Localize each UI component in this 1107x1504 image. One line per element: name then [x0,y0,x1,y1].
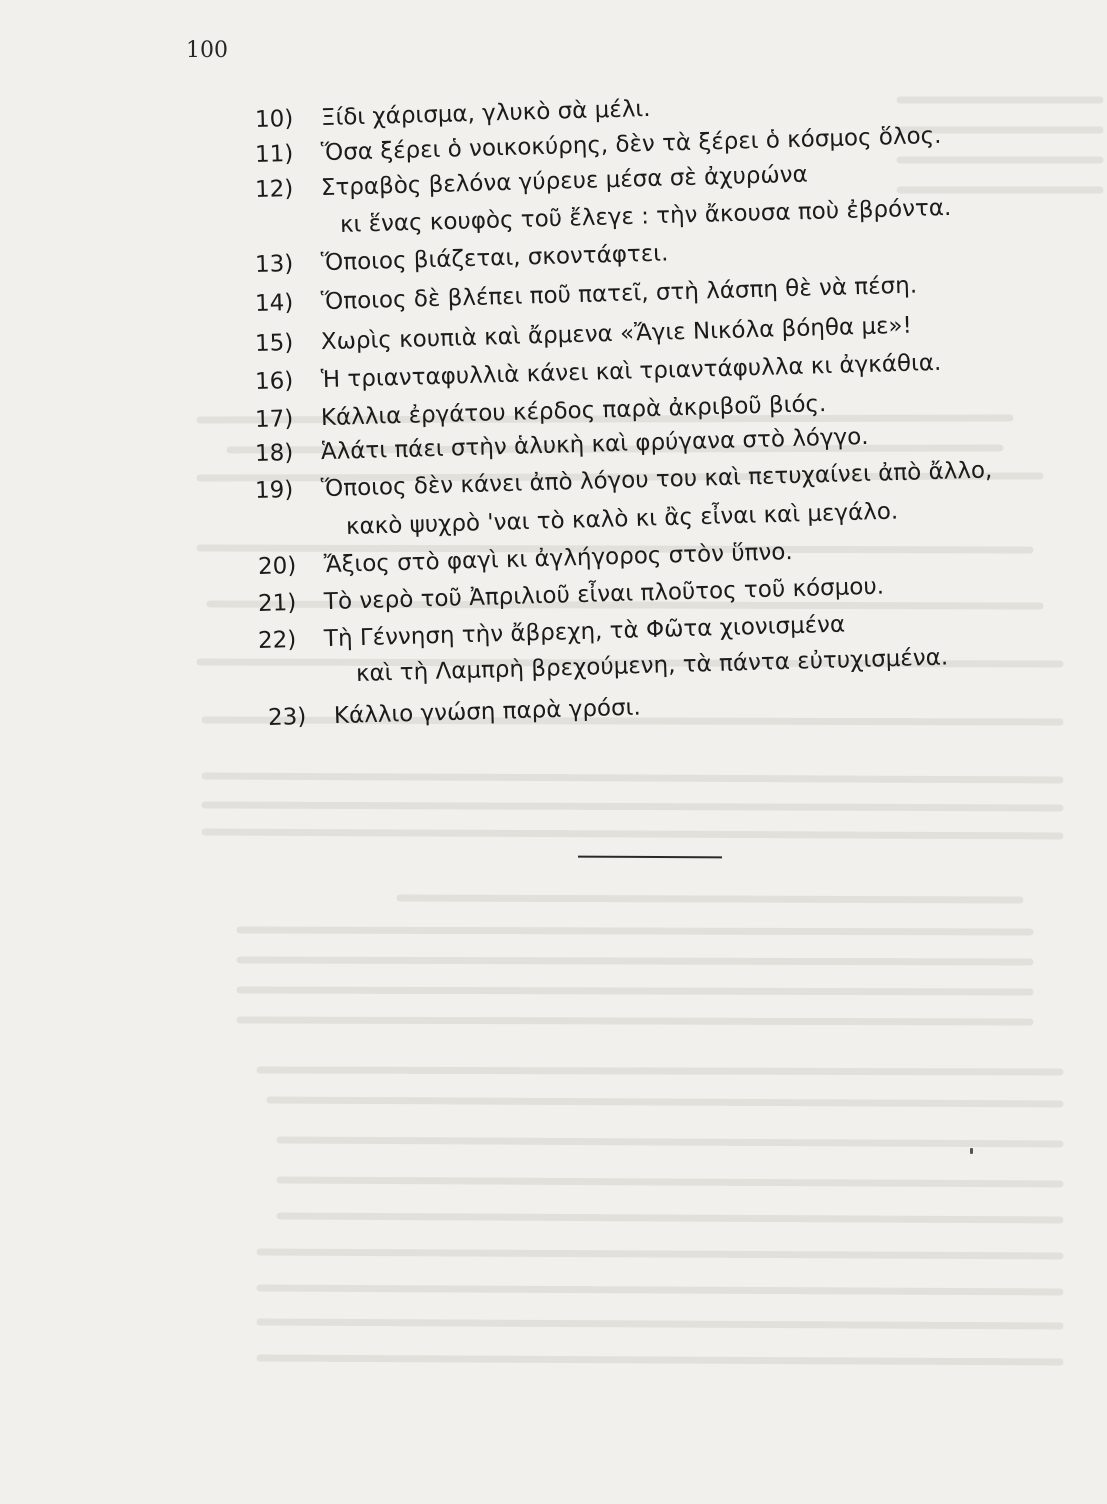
proverb-number: 12) [254,175,294,203]
proverb-text: Ὅποιος βιάζεται, σκοντάφτει. [320,240,669,277]
left-margin-mark [970,1148,973,1154]
proverb-number: 21) [257,589,297,617]
proverb-number: 13) [254,250,294,278]
proverb-text: Κάλλια ἐργάτου κέρδος παρὰ ἀκριβοῦ βιός. [320,391,827,432]
proverb-text: Ἁλάτι πάει στὴν ἁλυκὴ καὶ φρύγανα στὸ λόγγο. [320,423,869,466]
proverb-number: 20) [257,552,297,580]
proverb-number: 15) [254,329,294,357]
proverb-text: κι ἕνας κουφὸς τοῦ ἔλεγε : τὴν ἄκουσα ποὺ ἐβρόντα. [339,194,952,238]
proverb-text: Στραβὸς βελόνα γύρευε μέσα σὲ ἀχυρώνα [320,161,809,202]
proverb-number: 10) [254,105,294,133]
proverb-text: Ξίδι χάρισμα, γλυκὸ σὰ μέλι. [320,95,651,132]
proverb-number: 23) [267,703,307,731]
proverb-text: Ὅσα ξέρει ὁ νοικοκύρης, δὲν τὰ ξέρει ὁ κόσμος ὅλος. [320,122,942,167]
proverb-number: 11) [254,140,294,168]
proverb-text: Ἡ τριανταφυλλιὰ κάνει καὶ τριαντάφυλλα κι ἀγκάθια. [320,349,942,394]
proverb-number: 16) [254,367,294,395]
proverb-number: 18) [254,439,294,467]
proverb-text: Ἄξιος στὸ φαγὶ κι ἀγλήγορος στὸν ὕπνο. [323,539,793,579]
proverb-text: Ὅποιος δὲ βλέπει ποῦ πατεῖ, στὴ λάσπη θὲ νὰ πέση. [320,272,918,316]
proverb-number: 22) [257,626,297,654]
proverb-text: Τὸ νερὸ τοῦ Ἀπριλιοῦ εἶναι πλοῦτος τοῦ κόσμου. [323,573,885,616]
proverb-text: Κάλλιο γνώση παρὰ γρόσι. [333,694,642,730]
page-number: 100 [186,38,228,63]
proverb-number: 17) [254,405,294,433]
proverb-text: καὶ τὴ Λαμπρὴ βρεχούμενη, τὰ πάντα εὐτυχισμένα. [355,644,949,687]
proverb-number: 14) [254,289,294,317]
proverb-text: Χωρὶς κουπιὰ καὶ ἄρμενα «Ἄγιε Νικόλα βόηθα με»! [320,312,913,356]
proverb-number: 19) [254,476,294,504]
proverb-text: Ὅποιος δὲν κάνει ἀπὸ λόγου του καὶ πετυχαίνει ἀπὸ ἄλλο, [320,457,993,503]
proverb-text: Τὴ Γέννηση τὴν ἄβρεχη, τὰ Φῶτα χιονισμένα [323,611,846,653]
proverb-text: κακὸ ψυχρὸ 'ναι τὸ καλὸ κι ἂς εἶναι καὶ μεγάλο. [345,498,899,540]
